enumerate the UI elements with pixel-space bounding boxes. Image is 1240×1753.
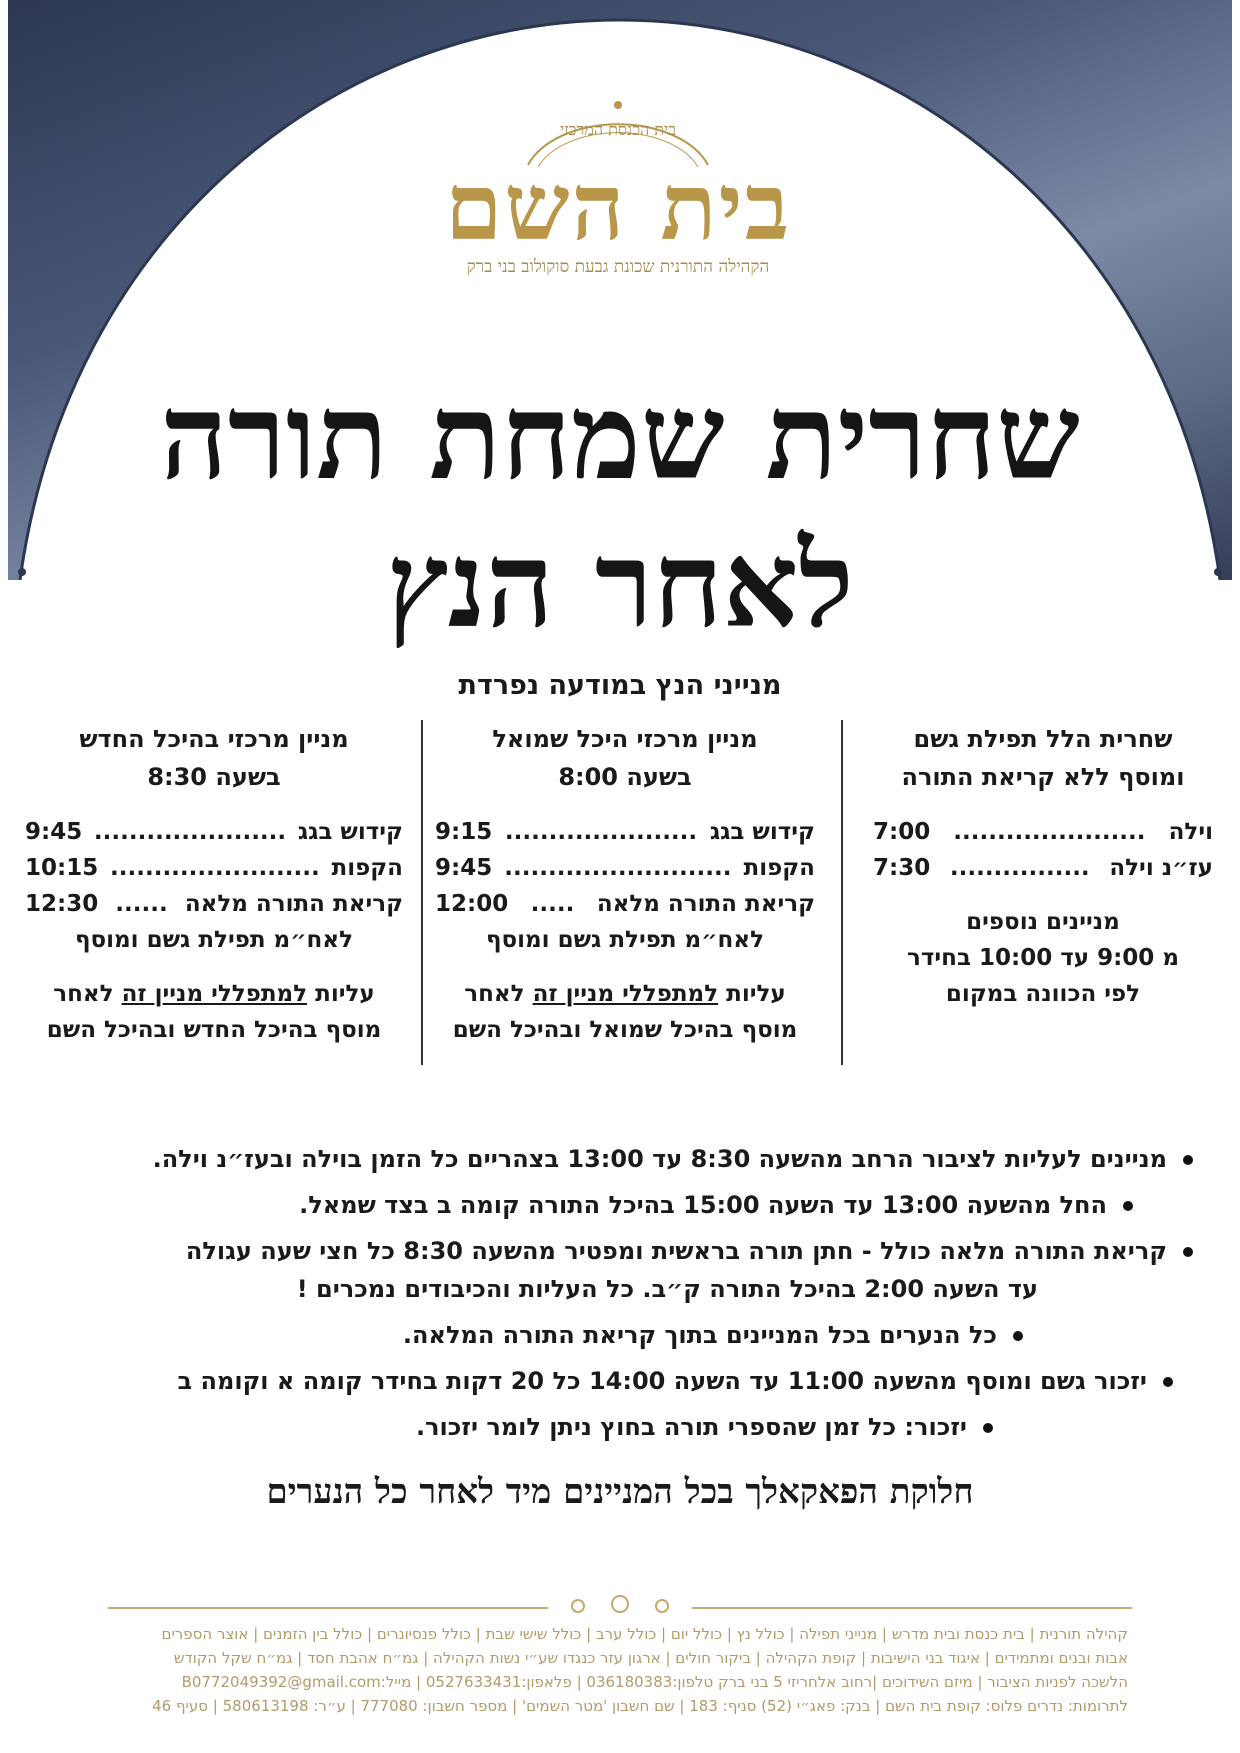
column-heichal-hachadash	[25, 720, 403, 1048]
list-item	[48, 1316, 1023, 1354]
extra-minyanim-note: לפי הכוונה במקום	[945, 981, 1141, 1007]
footer-ornament	[108, 1594, 1132, 1618]
extra-minyanim-time: מ 9:00 עד 10:00 בחידר	[907, 945, 1179, 971]
row-dots: ................	[949, 855, 1090, 881]
row-dots: ......................	[953, 819, 1146, 845]
logo-arc-text: בית הכנסת המרכזי	[560, 120, 676, 139]
schedule-row	[873, 850, 1213, 886]
bullet-icon	[1183, 1247, 1193, 1257]
bullet-icon	[1123, 1201, 1133, 1211]
list-item	[48, 1362, 1173, 1400]
aliyot-note-2: מוסף בהיכל החדש ובהיכל השם	[46, 1017, 382, 1043]
title-line-1: שחרית שמחת תורה	[160, 367, 1080, 506]
row-time: 9:45	[435, 855, 493, 881]
schedule-row	[25, 886, 403, 922]
column-divider-left	[421, 720, 423, 1065]
row-dots: ..........................	[504, 855, 732, 881]
schedule-row	[25, 850, 403, 886]
schedule-columns	[25, 720, 1213, 1080]
aliyot-note-2: מוסף בהיכל שמואל ובהיכל השם	[452, 1017, 798, 1043]
aliyot-text: עליות	[718, 981, 786, 1007]
bullet-icon	[1163, 1377, 1173, 1387]
aliyot-note	[25, 976, 403, 1012]
list-item	[48, 1232, 1193, 1270]
list-item-continuation: עד השעה 2:00 בהיכל התורה ק״ב. כל העליות והכיבודים נמכרים !	[296, 1275, 1038, 1303]
row-dots: ......	[115, 891, 168, 917]
aliyot-text: עליות	[307, 981, 375, 1007]
column-divider-right	[841, 720, 843, 1065]
footer-line: הלשכה לפניות הציבור | מיזם השידוכים |רחוב אלחריזי 5 בני ברק טלפון:036180383 | פלאפון:0527633431 | מייל:B0772049392@gmail.com	[181, 1673, 1128, 1691]
extra-minyanim-heading: מניינים נוספים	[966, 909, 1120, 935]
column-heading: שחרית הלל תפילת גשם	[913, 725, 1173, 753]
after-note: לאח״מ תפילת גשם ומוסף	[74, 927, 353, 953]
row-label: הקפות	[743, 855, 815, 881]
row-time: 7:30	[873, 855, 931, 881]
schedule-row	[873, 814, 1213, 850]
row-time: 9:15	[435, 819, 493, 845]
list-item	[48, 1140, 1193, 1178]
row-label: וילה	[1168, 819, 1213, 845]
column-vila	[873, 720, 1213, 1012]
page	[8, 0, 1232, 1753]
column-heading: ומוסף ללא קריאת התורה	[901, 763, 1185, 791]
closing-note: חלוקת הפאקאלך בכל המניינים מיד לאחר כל הנערים	[266, 1472, 974, 1512]
aliyot-underlined: למתפללי מניין זה	[121, 981, 308, 1007]
column-heading: מניין מרכזי היכל שמואל	[492, 725, 758, 753]
row-dots: ......................	[93, 819, 287, 845]
schedule-row	[435, 814, 815, 850]
logo	[408, 95, 828, 295]
schedule-row	[435, 850, 815, 886]
bullet-icon	[983, 1423, 993, 1433]
row-label: קריאת התורה מלאה	[184, 891, 403, 917]
row-time: 7:00	[873, 819, 931, 845]
column-heading: מניין מרכזי בהיכל החדש	[79, 725, 349, 753]
row-time: 10:15	[25, 855, 99, 881]
column-heading: בשעה 8:30	[147, 763, 281, 791]
list-item-text: כל הנערים בכל המניינים בתוך קריאת התורה המלאה.	[402, 1321, 997, 1349]
column-heichal-shmuel	[435, 720, 815, 1048]
column-heading: בשעה 8:00	[558, 763, 692, 791]
title-line-2: לאחר הנץ	[386, 515, 854, 654]
row-label: קידוש בגג	[709, 819, 815, 845]
row-time: 9:45	[25, 819, 83, 845]
row-time: 12:00	[435, 891, 509, 917]
footer-line: קהילה תורנית | בית כנסת ובית מדרש | מנייני תפילה | כולל נץ | כולל יום | כולל ערב | כולל שישי שבת | כולל פנסיונרים | כולל בין הזמנים | אוצר הספרים	[161, 1625, 1128, 1643]
list-item-text: יזכור: כל זמן שהספרי תורה בחוץ ניתן לומר יזכור.	[415, 1413, 967, 1441]
logo-name: בית השם	[444, 153, 792, 261]
list-item-text: מניינים לעליות לציבור הרחב מהשעה 8:30 עד 13:00 בצהריים כל הזמן בוילה ובעז״נ וילה.	[152, 1145, 1167, 1173]
footer-line: לתרומות: נדרים פלוס: קופת בית השם | בנק: פאג״י (52) סניף: 183 | שם חשבון 'מטר השמים' | מספר חשבון: 777080 | ע״ר: 580613198 | סעיף 46	[152, 1697, 1128, 1715]
row-label: עז״נ וילה	[1109, 855, 1213, 881]
row-label: קידוש בגג	[297, 819, 403, 845]
schedule-row	[25, 814, 403, 850]
list-item-text: החל מהשעה 13:00 עד השעה 15:00 בהיכל התורה קומה ב בצד שמאל.	[299, 1191, 1107, 1219]
footer-line: אבות ובנים ומתמידים | איגוד בני הישיבות | קופת הקהילה | ביקור חולים | ארגון עזר כנגדו שע״י נשות הקהילה | גמ״ח אהבת חסד | גמ״ח שקל הקודש	[173, 1649, 1128, 1667]
aliyot-note	[435, 976, 815, 1012]
subtitle: מנייני הנץ במודעה נפרדת	[458, 670, 782, 701]
aliyot-text: לאחר	[53, 981, 122, 1007]
list-item	[48, 1408, 993, 1446]
list-item	[48, 1186, 1133, 1224]
row-dots: ......................	[504, 819, 698, 845]
aliyot-text: לאחר	[464, 981, 533, 1007]
footer	[108, 1622, 1128, 1718]
bullet-icon	[1013, 1331, 1023, 1341]
row-dots: .....	[530, 891, 575, 917]
row-label: קריאת התורה מלאה	[596, 891, 815, 917]
logo-tagline: הקהילה התורנית שכונת גבעת סוקולוב בני ברק	[466, 257, 770, 277]
bullet-icon	[1183, 1155, 1193, 1165]
row-time: 12:30	[25, 891, 99, 917]
row-dots: ........................	[110, 855, 320, 881]
aliyot-underlined: למתפללי מניין זה	[532, 981, 719, 1007]
list-item-text: יזכור גשם ומוסף מהשעה 11:00 עד השעה 14:00 כל 20 דקות בחידר קומה א וקומה ב	[177, 1367, 1147, 1395]
schedule-row	[435, 886, 815, 922]
list-item-text: קריאת התורה מלאה כולל - חתן תורה בראשית ומפטיר מהשעה 8:30 כל חצי שעה עגולה	[185, 1237, 1167, 1265]
notes-list	[48, 1140, 1193, 1454]
after-note: לאח״מ תפילת גשם ומוסף	[485, 927, 764, 953]
row-label: הקפות	[331, 855, 403, 881]
